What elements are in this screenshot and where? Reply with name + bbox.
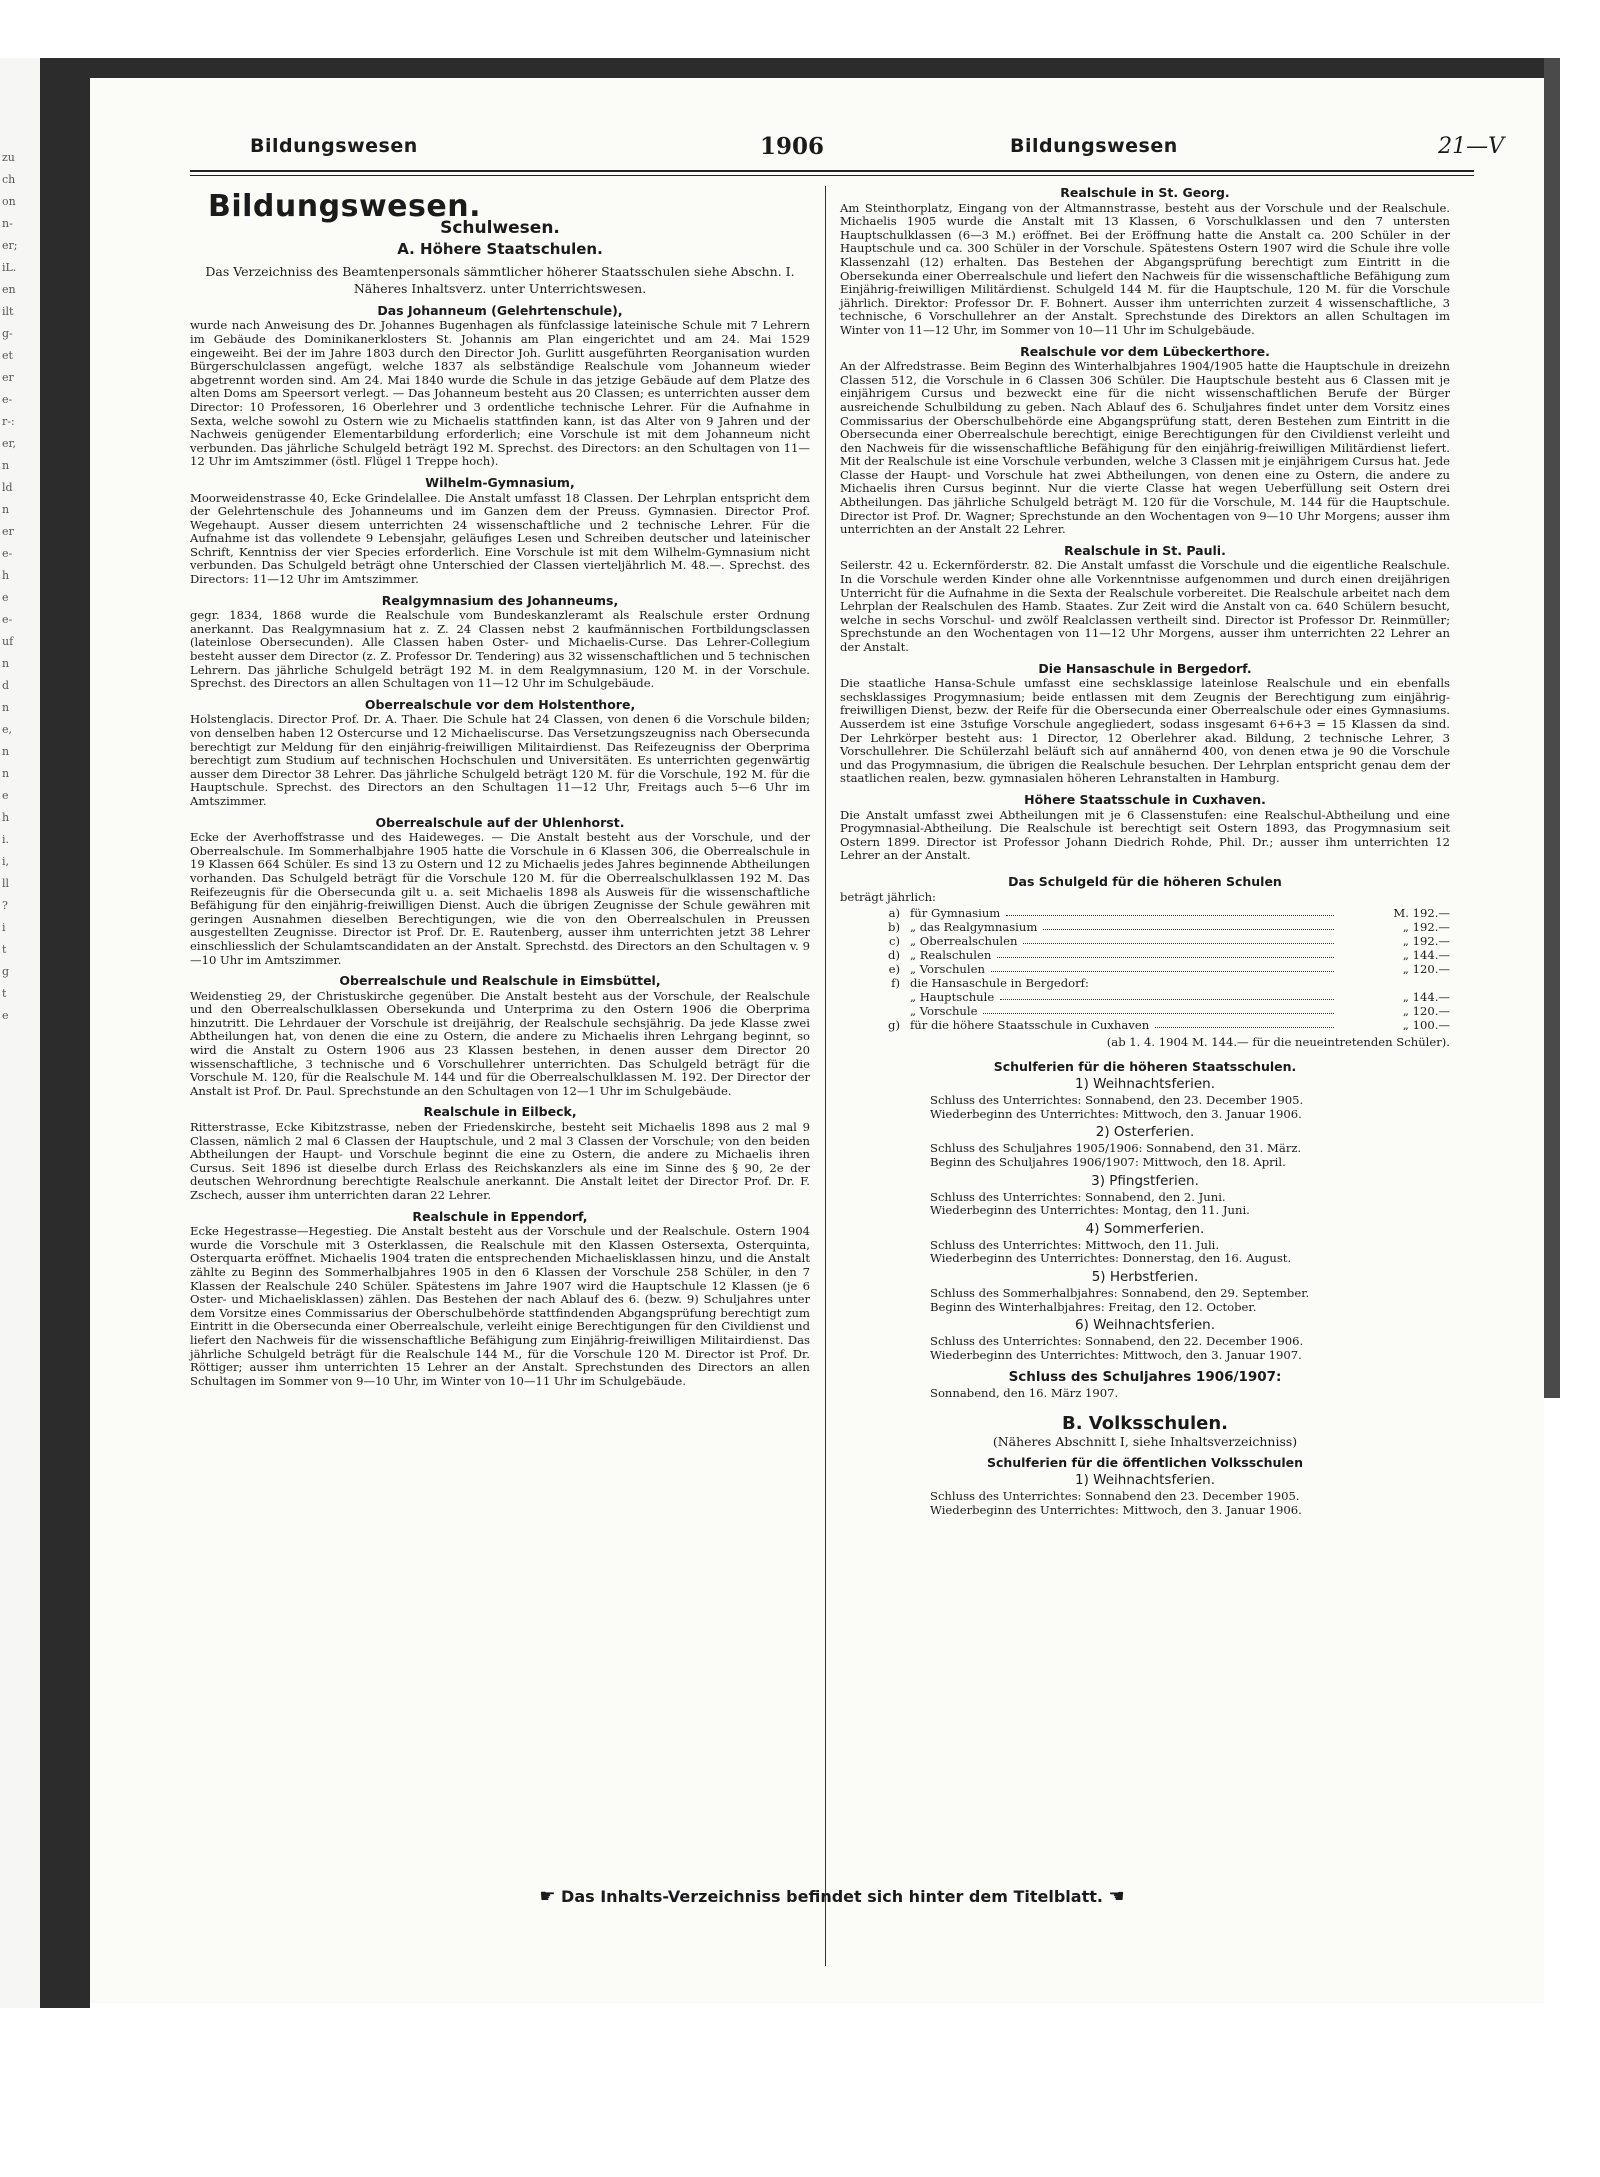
st-pauli-heading: Realschule in St. Pauli. (1064, 542, 1226, 558)
fee-row (840, 906, 1450, 920)
margin-fragment: h (2, 569, 10, 582)
cuxhaven-heading: Höhere Staatsschule in Cuxhaven. (1024, 791, 1266, 807)
fees-heading: Das Schulgeld für die höheren Schulen (1008, 873, 1282, 889)
fee-amount: „ 192.— (1402, 920, 1450, 935)
holiday-line: Wiederbeginn des Unterrichtes: Mittwoch, den 3. Januar 1906. (930, 1106, 1302, 1121)
margin-fragment: g (2, 965, 10, 978)
eppendorf-heading: Realschule in Eppendorf, (412, 1208, 588, 1224)
fee-label: e) (888, 962, 900, 977)
fee-label: b) (888, 920, 900, 935)
holiday-title: 2) Osterferien. (1095, 1124, 1195, 1141)
wilhelm-gymnasium-text: Moorweidenstrasse 40, Ecke Grindelallee. Die Anstalt umfasst 18 Classen. Der Lehrplan entspricht dem der Gelehrtenschule des Johanneums und im Ganzen dem der Preuss. Gymnasien. Director Prof. Wegehaupt. Ausser diesem unterrichten 24 wissenschaftliche und 2 technische Lehrer. Für die Aufnahme ist das vollendete 9 Lebensjahr, geläufiges Lesen und Schreiben deutscher und lateinischer Schrift, Kenntniss der vier Species erforderlich. Eine Vorschule ist mit dem Wilhelm-Gymnasium nicht verbunden. Das Schulgeld beträgt ohne Unterschied der Classen vierteljährlich M. 48.—. Sprechst. des Directors: 11—12 Uhr im Amtszimmer. (190, 490, 810, 587)
fee-label: a) (888, 906, 900, 921)
fee-leader-dots (983, 1004, 1334, 1014)
st-georg-heading: Realschule in St. Georg. (1060, 185, 1230, 200)
fee-amount: „ 144.— (1402, 990, 1450, 1005)
margin-fragment: g- (2, 327, 13, 340)
fee-leader-dots (1006, 906, 1334, 916)
fee-leader-dots (1000, 990, 1334, 1000)
scan-right-bar (1544, 58, 1560, 1398)
page-header (150, 126, 1504, 166)
eimsbuettel-heading: Oberrealschule und Realschule in Eimsbüttel, (339, 973, 661, 989)
header-rule (190, 170, 1474, 172)
fee-amount: „ 144.— (1402, 948, 1450, 963)
eppendorf-text: Ecke Hegestrasse—Hegestieg. Die Anstalt besteht aus der Vorschule und der Realschule. Ostern 1904 wurde die Vorschule mit 3 Osterklassen, die Realschule mit den Klassen Ostersexta, Osterquinta, Osterquarta eröffnet. Michaelis 1904 traten die entsprechenden Michaelisklassen hinzu, und die Anstalt zählte zu Beginn des Sommerhalbjahres 1905 in den 6 Klassen der Vorschule 258 Schüler, in den 7 Klassen der Realschule 240 Schüler. Spätestens im Jahre 1907 wird die Hauptschule 12 Klassen (je 6 Oster- und Michaelisklassen) zählen. Das Bestehen der nach Ablauf des 6. (bezw. 9) Schuljahres unter dem Vorsitze eines Commissarius der Oberschulbehörde stattfindenden Abgangsprüfung berechtigt zum Eintritt in die Obersecunda einer Oberrealschule, verleiht einige Berechtigungen für den Civildienst und liefert den Nachweis für die wissenschaftliche Befähigung zum Einjährig-freiwilligen Militairdienst. Das jährliche Schulgeld beträgt für die Realschule 144 M., für die Vorschule 120 M. Director ist Prof. Dr. Röttiger; ausser ihm unterrichten 15 Lehrer an der Anstalt. Sprechstunden des Directors an allen Schultagen im Sommer von 9—10 Uhr, im Winter von 10—11 Uhr im Schulgebäude. (190, 1224, 810, 1388)
margin-fragment: on (2, 195, 16, 208)
realgymnasium-heading: Realgymnasium des Johanneums, (381, 592, 619, 608)
fee-name: die Hansaschule in Bergedorf: (910, 976, 1089, 991)
margin-fragment: d (2, 679, 10, 692)
margin-fragment: er; (2, 239, 18, 252)
eilbeck-text: Ritterstrasse, Ecke Kibitzstrasse, neben der Friedenskirche, besteht seit Michaelis 1898 aus 2 mal 9 Classen, nämlich 2 mal 6 Classen der Hauptschule, und 2 mal 3 Classen der Vorschule; von den beiden Abtheilungen der Haupt- und Vorschule beginnt die eine zu Ostern, die andere zu Michaelis ihren Cursus. Seit 1896 ist dieselbe durch Erlass des Reichskanzlers als eine im Sinne des § 90, 2e der deutschen Wehrordnung berechtigte Realschule anerkannt. Die Anstalt leitet der Director Prof. Dr. F. Zschech, ausser ihm unterrichten daran 22 Lehrer. (190, 1120, 810, 1202)
fee-name: „ Vorschulen (910, 962, 985, 977)
section-note: Das Verzeichniss des Beamtenpersonals sämmtlicher höherer Staatsschulen siehe Abschn. I. (205, 263, 795, 279)
margin-fragment: t (2, 943, 7, 956)
section-note-2: Näheres Inhaltsverz. unter Unterrichtswesen. (353, 280, 647, 296)
holiday-title: 1) Weihnachtsferien. (1075, 1076, 1215, 1093)
margin-fragment: n (2, 701, 10, 714)
fee-row (840, 948, 1450, 962)
footer-text: Das Inhalts-Verzeichniss befindet sich hinter dem Titelblatt. (561, 1887, 1103, 1906)
holiday-line: Wiederbeginn des Unterrichtes: Mittwoch, den 3. Januar 1907. (930, 1347, 1302, 1362)
eilbeck-heading: Realschule in Eilbeck, (423, 1104, 577, 1120)
margin-fragment: n (2, 657, 10, 670)
footer-notice (190, 1886, 1474, 1907)
eimsbuettel-text: Weidenstieg 29, der Christuskirche gegenüber. Die Anstalt besteht aus der Vorschule, der Realschule und den Oberrealschulklassen Obersekunda und Unterprima zu den Ostern 1906 die Oberprima hinzutritt. Die Lehrdauer der Vorschule ist dreijährig, der Realschule sechsjährig. Da jede Klasse zwei Abtheilungen hat, von denen die eine zu Ostern, die andere zu Michaelis ihren Lehrgang beginnt, so wird die Anstalt zu Ostern 1906 aus 23 Klassen bestehen, in denen ausser dem Director 20 wissenschaftliche, 3 technische und 6 Vorschullehrer unterrichten. Das Schulgeld beträgt für die Vorschule M. 120, für die Realschule M. 144 und für die Oberrealschulklassen M. 192. Der Director der Anstalt ist Prof. Dr. Paul. Sprechstunde an den Schultagen von 12—1 Uhr im Schulgebäude. (190, 988, 810, 1098)
margin-fragment: e- (2, 393, 13, 406)
fee-name: „ Realschulen (910, 948, 992, 963)
fee-label: g) (888, 1018, 900, 1033)
fee-row (840, 1004, 1450, 1018)
fee-amount (1089, 976, 1199, 990)
margin-fragment: ll (2, 877, 10, 890)
holiday-title: 4) Sommerferien. (1085, 1220, 1205, 1237)
header-right: Bildungswesen (1010, 135, 1178, 157)
holiday-title: 5) Herbstferien. (1091, 1269, 1199, 1286)
margin-fragment: h (2, 811, 10, 824)
fee-name: für die höhere Staatsschule in Cuxhaven (910, 1018, 1150, 1033)
newspaper-page (90, 78, 1544, 2003)
fee-amount: M. 192.— (1393, 906, 1450, 921)
fee-label (840, 1004, 910, 1018)
volksschulen-heading: B. Volksschulen. (1061, 1413, 1229, 1434)
st-pauli-text: Seilerstr. 42 u. Eckernförderstr. 82. Die Anstalt umfasst die Vorschule und die eigentliche Realschule. In die Vorschule werden Kinder ohne alle Vorkenntnisse aufgenommen und durch einen dreijährigen Unterricht für die Aufnahme in die Sexta der Realschule vorbereitet. Die Realschule arbeitet nach dem Lehrplan der Realschulen des Hamb. Staates. Zur Zeit wird die Anstalt von ca. 640 Schülern besucht, welche in sechs Vorschul- und zwölf Realclassen vertheilt sind. Director ist Professor Dr. Reinmüller; Sprechstunde an den Wochentagen von 11—12 Uhr Morgens, ausser ihm unterrichten 22 Lehrer an der Anstalt. (840, 558, 1450, 654)
st-georg-text: Am Steinthorplatz, Eingang von der Altmannstrasse, besteht aus der Vorschule und der Realschule. Michaelis 1905 wurde die Anstalt mit 13 Klassen, 6 Vorschulklassen und den 7 untersten Hauptschulklassen (6—3 M.) eröffnet. Bei der Eröffnung hatte die Anstalt ca. 200 Schüler in der Hauptschule und ca. 300 Schüler in der Vorschule. Spätestens Ostern 1907 wird die Schule ihre volle Klassenzahl (12) erhalten. Das Bestehen der Abgangsprüfung berechtigt zum Eintritt in die Obersekunda einer Oberrealschule und liefert den Nachweis für die wissenschaftliche Befähigung zum Einjährig-freiwilligen Militärdienst. Schulgeld 144 M. für die Hauptschule, 120 M. für die Vorschule jährlich. Direktor: Professor Dr. F. Bohnert. Ausser ihm unterrichten zurzeit 4 wissenschaftliche, 3 technische, 6 Vorschullehrer an der Anstalt. Sprechstunde des Direktors an allen Schultagen im Winter von 11—12 Uhr, im Sommer von 10—11 Uhr im Schulgebäude. (840, 200, 1450, 337)
page-title: Bildungswesen. (208, 189, 481, 224)
fee-row (840, 934, 1450, 948)
fee-amount: „ 120.— (1402, 1004, 1450, 1019)
scan-top-bar (40, 58, 1545, 78)
volks-holiday-line-1: Schluss des Unterrichtes: Sonnabend den 23. December 1905. (930, 1489, 1300, 1504)
fees-list (840, 906, 1450, 1032)
margin-fragment: en (2, 283, 16, 296)
header-year: 1906 (760, 132, 825, 160)
left-column (190, 186, 810, 1388)
column-divider (825, 186, 826, 1966)
fee-amount: „ 100.— (1402, 1018, 1450, 1033)
fee-row (840, 962, 1450, 976)
holiday-line: Wiederbeginn des Unterrichtes: Montag, den 11. Juni. (930, 1203, 1250, 1218)
margin-fragment: zu (2, 151, 15, 164)
fee-leader-dots (1043, 920, 1334, 930)
fee-name: „ Hauptschule (910, 990, 995, 1005)
margin-fragment: ? (2, 899, 8, 912)
fee-label: f) (891, 976, 900, 991)
margin-fragment: n (2, 767, 10, 780)
margin-fragment: ld (2, 481, 13, 494)
holiday-line: Beginn des Winterhalbjahres: Freitag, den 12. October. (930, 1299, 1257, 1314)
johanneum-heading: Das Johanneum (Gelehrtenschule), (377, 302, 623, 318)
margin-fragment: ch (2, 173, 16, 186)
holiday-line: Beginn des Schuljahres 1906/1907: Mittwoch, den 18. April. (930, 1155, 1286, 1170)
volks-holiday-title: 1) Weihnachtsferien. (1075, 1472, 1215, 1489)
luebeckerthor-text: An der Alfredstrasse. Beim Beginn des Winterhalbjahres 1904/1905 hatte die Hauptschule in dreizehn Classen 512, die Vorschule in 6 Classen 306 Schüler. Die Hauptschule besteht aus 6 Classen mit je einjährigem Cursus und bezweckt eine für die nicht wissenschaftlichen Berufe der Bürger ausreichende Schulbildung zu geben. Nach Ablauf des 6. Schuljahres findet unter dem Vorsitz eines Commissarius der Oberschulbehörde eine Abgangsprüfung statt, deren Bestehen zum Eintritt in die Obersecunda einer Oberrealschule berechtigt, einige Berechtigungen für den Civildienst verleiht und den Nachweis für die wissenschaftliche Befähigung für den einjährig-freiwilligen Militärdienst liefert. Mit der Realschule ist eine Vorschule verbunden, welche 3 Classen mit je einjährigem Cursus hat. Jede Classe der Haupt- und Vorschule hat zwei Abtheilungen, von denen eine zu Ostern, die andere zu Michaelis ihren Cursus beginnt. Nur die vierte Classe hat wegen Ueberfüllung seit Ostern drei Abtheilungen. Das jährliche Schulgeld beträgt M. 120 für die Vorschule, M. 144 für die Hauptschule. Director ist Prof. Dr. Wagner; Sprechstunde an den Wochentagen von 9—10 Uhr Morgens; ausser ihm unterrichten an der Anstalt 22 Lehrer. (840, 359, 1450, 537)
margin-fragment: t (2, 987, 7, 1000)
johanneum-text: wurde nach Anweisung des Dr. Johannes Bugenhagen als fünfclassige lateinische Schule mit 7 Lehrern im Gebäude des Dominikanerklosters St. Johannis am Plan eingerichtet und am 24. Mai 1529 eingeweiht. Bei der im Jahre 1803 durch den Director Joh. Gurlitt ausgeführten Reorganisation wurden Bürgerschulclassen angefügt, welche 1837 als selbständige Realschule vom Johanneum wieder abgetrennt worden sind. Am 24. Mai 1840 wurde die Schule in das jetzige Gebäude auf dem Platze des alten Doms am Speersort verlegt. — Das Johanneum besteht aus 20 Classen; es unterrichten ausser dem Director: 10 Professoren, 16 Oberlehrer und 3 ordentliche technische Lehrer. Für die Aufnahme in Sexta, welche sowohl zu Ostern wie zu Michaelis stattfinden kann, ist das Alter von 9 Jahren und der Nachweis genügender Elementarbildung erforderlich; eine Vorschule ist mit dem Johanneum nicht verbunden. Das jährliche Schulgeld beträgt 192 M. Sprechst. des Directors: an den Schultagen von 11—12 Uhr im Amtszimmer (östl. Flügel 1 Treppe hoch). (190, 318, 810, 469)
uhlenhorst-heading: Oberrealschule auf der Uhlenhorst. (375, 814, 625, 830)
holiday-line: Schluss des Unterrichtes: Mittwoch, den 11. Juli. (930, 1237, 1220, 1252)
header-left: Bildungswesen (250, 135, 418, 157)
fee-row (840, 1018, 1450, 1032)
pointing-hand-icon: ☚ (1108, 1886, 1125, 1907)
holiday-line: Schluss des Unterrichtes: Sonnabend, den 22. December 1906. (930, 1334, 1304, 1349)
margin-fragment: er (2, 371, 14, 384)
margin-fragment: e (2, 1009, 9, 1022)
fee-label: d) (888, 948, 900, 963)
holiday-line: Schluss des Unterrichtes: Sonnabend, den 23. December 1905. (930, 1093, 1304, 1108)
margin-fragment: n (2, 459, 10, 472)
schuljahr-end-text: Sonnabend, den 16. März 1907. (930, 1386, 1119, 1401)
margin-fragment: iL. (2, 261, 17, 274)
margin-fragment: e- (2, 547, 13, 560)
volks-holiday-line-2: Wiederbeginn des Unterrichtes: Mittwoch, den 3. Januar 1906. (930, 1502, 1302, 1517)
section-a-heading: A. Höhere Staatschulen. (397, 240, 603, 259)
margin-fragment: i. (2, 833, 10, 846)
fees-intro: beträgt jährlich: (840, 889, 936, 904)
fee-label (840, 990, 910, 1004)
fee-leader-dots (1023, 934, 1334, 944)
cuxhaven-text: Die Anstalt umfasst zwei Abtheilungen mit je 6 Classenstufen: eine Realschul-Abtheilung und eine Progymnasial-Abtheilung. Die Realschule ist berechtigt seit Ostern 1893, das Progymnasium seit Ostern 1899. Director ist Professor Johann Diedrich Rohde, Phil. Dr.; ausser ihm unterrichten 12 Lehrer an der Anstalt. (840, 807, 1450, 863)
margin-fragment: e, (2, 723, 13, 736)
realgymnasium-text: gegr. 1834, 1868 wurde die Realschule vom Bundeskanzleramt als Realschule erster Ordnung anerkannt. Das Realgymnasium hat z. Z. 24 Classen nebst 2 kaufmännischen Fortbildungsclassen (lateinlose Obersecunden). Alle Classen haben Oster- und Michaelis-Curse. Das Lehrer-Collegium besteht ausser dem Director (z. Z. Professor Dr. Tendering) aus 32 wissenschaftlichen und 5 technischen Lehrern. Das jährliche Schulgeld beträgt 192 M. in dem Realgymnasium, 120 M. in der Vorschule. Sprechst. des Directors an allen Schultagen von 11—12 Uhr im Schulgebäude. (190, 608, 810, 691)
fee-name: „ das Realgymnasium (910, 920, 1038, 935)
holiday-line: Schluss des Unterrichtes: Sonnabend, den 2. Juni. (930, 1189, 1226, 1204)
margin-fragment: ilt (2, 305, 14, 318)
margin-fragment: e (2, 591, 9, 604)
margin-fragment: er, (2, 437, 17, 450)
page-number: 21—V (1438, 133, 1504, 159)
margin-fragment: uf (2, 635, 14, 648)
margin-fragment: i (2, 921, 6, 934)
fee-name: „ Oberrealschulen (910, 934, 1018, 949)
margin-fragment: et (2, 349, 13, 362)
holiday-title: 6) Weihnachtsferien. (1075, 1317, 1215, 1334)
holstenthor-heading: Oberrealschule vor dem Holstenthore, (364, 696, 636, 712)
fee-leader-dots (1155, 1018, 1334, 1028)
wilhelm-gymnasium-heading: Wilhelm-Gymnasium, (425, 474, 575, 490)
holiday-line: Wiederbeginn des Unterrichtes: Donnerstag, den 16. August. (930, 1251, 1292, 1266)
holidays-heading: Schulferien für die höheren Staatsschulen. (993, 1058, 1297, 1074)
fee-name: für Gymnasium (910, 906, 1001, 921)
margin-fragment: er (2, 525, 14, 538)
margin-fragment: e (2, 789, 9, 802)
hansaschule-text: Die staatliche Hansa-Schule umfasst eine sechsklassige lateinlose Realschule und ein ebenfalls sechsklassiges Progymnasium; beide entlassen mit dem Zeugnis der Berechtigung zum einjährig-freiwilligen Dienst, bezw. der Reife für die Obersecunda einer Oberrealschule oder eines Gymnasiums. Ausserdem ist eine 3stufige Vorschule angegliedert, sodass insgesamt 6+6+3 = 15 Klassen da sind. Der Lehrkörper besteht aus: 1 Director, 12 Oberlehrer akad. Bildung, 2 technische Lehrer, 3 Vorschullehrer. Die Schülerzahl beläuft sich auf annähernd 400, von denen etwa je 90 die Vorschule und das Progymnasium, die übrigen die Realschule besuchen. Der Lehrplan entspricht genau dem der staatlichen realen, bezw. gymnasialen höheren Lehranstalten in Hamburg. (840, 676, 1450, 786)
fee-name: „ Vorschule (910, 1004, 978, 1019)
header-rule-thin (190, 175, 1474, 176)
margin-fragment: n- (2, 217, 13, 230)
fee-leader-dots (991, 962, 1334, 972)
volks-holidays-heading: Schulferien für die öffentlichen Volksschulen (986, 1454, 1304, 1470)
volksschulen-note: (Näheres Abschnitt I, siehe Inhaltsverzeichniss) (992, 1433, 1298, 1449)
luebeckerthor-heading: Realschule vor dem Lübeckerthore. (1020, 343, 1270, 359)
fee-row (840, 990, 1450, 1004)
holiday-line: Schluss des Sommerhalbjahres: Sonnabend, den 29. September. (930, 1286, 1310, 1301)
holiday-title: 3) Pfingstferien. (1091, 1172, 1199, 1189)
fee-row (840, 976, 1450, 990)
uhlenhorst-text: Ecke der Averhoffstrasse und des Haideweges. — Die Anstalt besteht aus der Vorschule, und der Oberrealschule. Im Sommerhalbjahre 1905 hatte die Vorschule in 6 Klassen 306, die Oberrealschule in 19 Klassen 664 Schüler. Es sind 13 zu Ostern und 12 zu Michaelis jedes Jahres beginnende Abtheilungen vorhanden. Das Schulgeld beträgt für die Vorschule 120 M. für die Oberrealschulklassen 192 M. Das Reifezeugnis für die Obersecunda gilt u. a. seit Michaelis 1898 als Ausweis für die wissenschaftliche Befähigung für den einjährig-freiwilligen Dienst. Auch die übrigen Zeugnisse der Schule gewähren mit geringen Ausnahmen dieselben Berechtigungen, wie die von den Oberrealschulen in Preussen ausgestellten Zeugnisse. Director ist Prof. Dr. E. Rautenberg, ausser ihm unterrichten jetzt 38 Lehrer einschliesslich der Schulamtscandidaten an der Anstalt. Sprechstd. des Directors an den Schultagen v. 9—10 Uhr im Amtszimmer. (190, 830, 810, 967)
margin-fragment: n (2, 503, 10, 516)
hansaschule-heading: Die Hansaschule in Bergedorf. (1038, 660, 1252, 676)
margin-fragment: e- (2, 613, 13, 626)
section-subtitle: Schulwesen. (440, 217, 560, 238)
fee-label: c) (888, 934, 900, 949)
fee-row (840, 920, 1450, 934)
fee-amount: „ 192.— (1402, 934, 1450, 949)
scan-binding-bar (40, 58, 90, 2008)
margin-fragment: n (2, 745, 10, 758)
schuljahr-end-heading: Schluss des Schuljahres 1906/1907: (1008, 1369, 1282, 1386)
margin-fragment: r-: (2, 415, 15, 428)
fees-note: (ab 1. 4. 1904 M. 144.— für die neueintretenden Schüler). (1106, 1035, 1450, 1050)
fee-amount: „ 120.— (1402, 962, 1450, 977)
holstenthor-text: Holstenglacis. Director Prof. Dr. A. Thaer. Die Schule hat 24 Classen, von denen 6 die Vorschule bilden; von denselben haben 12 Ostercurse und 12 Michaeliscurse. Das Versetzungszeugniss nach Obersecunda berechtigt zur Meldung für den einjährig-freiwilligen Militairdienst. Das Reifezeugniss der Oberprima berechtigt zum Studium auf technischen Hochschulen und Universitäten. Es unterrichten gegenwärtig ausser dem Director 38 Lehrer. Das jährliche Schulgeld beträgt 120 M. für die Vorschule, 192 M. für die Hauptschule. Sprechst. des Directors an den Schultagen 11—12 Uhr, Freitags auch 5—6 Uhr im Amtszimmer. (190, 712, 810, 808)
holiday-line: Schluss des Schuljahres 1905/1906: Sonnabend, den 31. März. (930, 1141, 1302, 1156)
right-column (840, 186, 1450, 1517)
fee-leader-dots (997, 948, 1334, 958)
pointing-hand-icon: ☛ (539, 1886, 556, 1907)
margin-fragment: i, (2, 855, 10, 868)
holidays-list (840, 1075, 1450, 1362)
